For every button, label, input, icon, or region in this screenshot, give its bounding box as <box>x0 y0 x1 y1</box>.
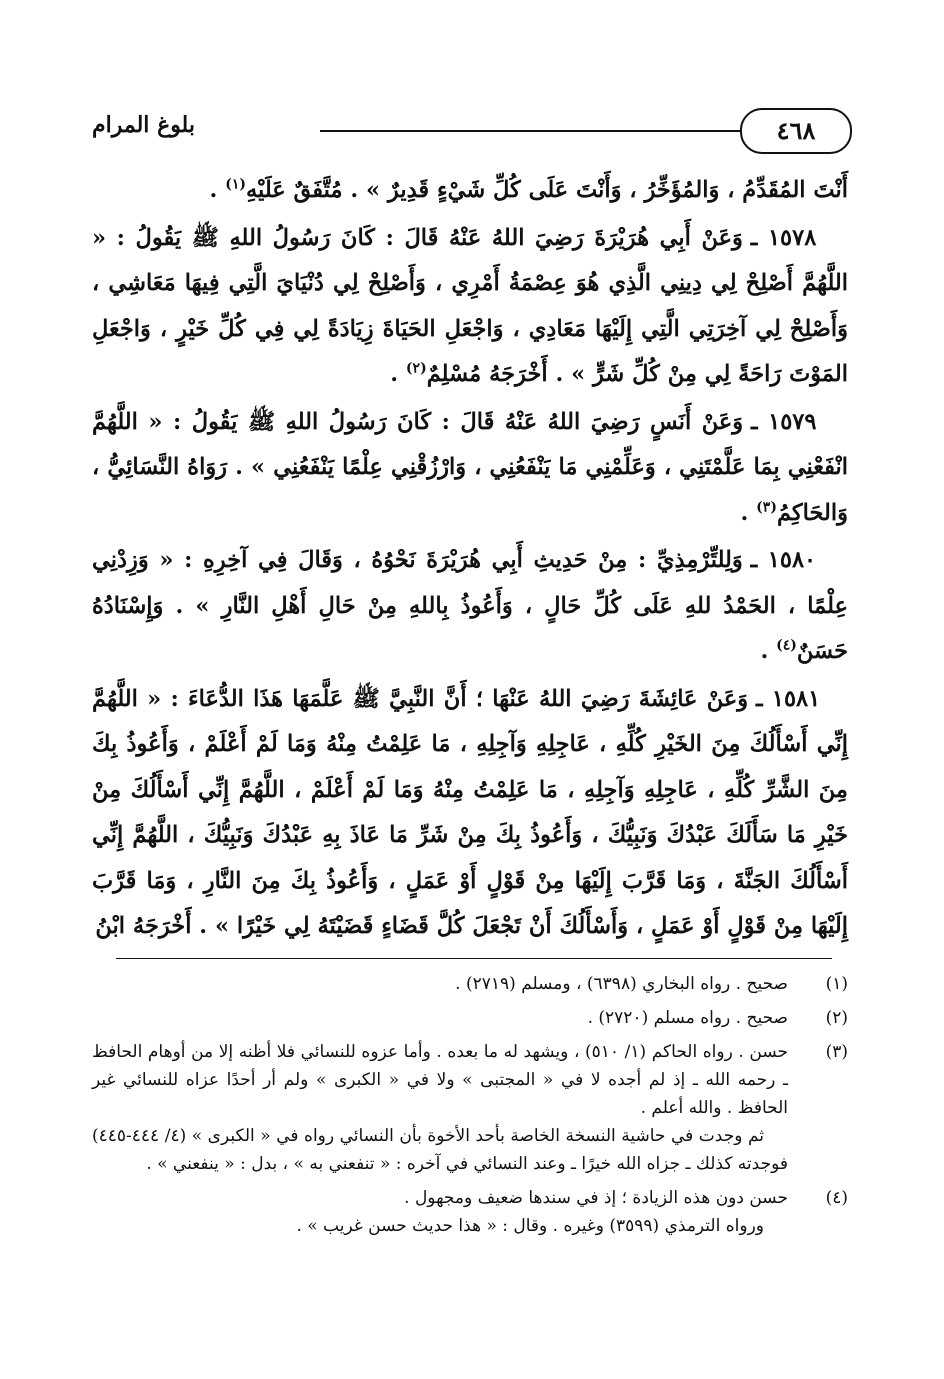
hadith-number: ١٥٨١ <box>771 685 821 712</box>
hadith-tail: . <box>390 361 406 387</box>
footnote-mark: (٣) <box>756 499 777 515</box>
hadith-paragraph <box>92 216 848 398</box>
footnote-number: (٤) <box>825 1188 848 1208</box>
footnote-mark: (٤) <box>776 637 797 654</box>
hadith-paragraph <box>92 400 848 537</box>
footnote-text: صحيح . رواه البخاري (٦٣٩٨) ، ومسلم (٢٧١٩) . <box>455 974 788 994</box>
page-number: ٤٦٨ <box>740 108 852 154</box>
footnote-mark: (١) <box>225 176 246 193</box>
hadith-number: ١٥٧٨ <box>767 224 817 251</box>
hadith-body: ـ وَعَنْ أَنَسٍ رَضِيَ اللهُ عَنْهُ قَالَ : كَانَ رَسُولُ اللهِ ﷺ يَقُولُ : « اللَّهُمَّ انْفَعْنِي بِمَا عَلَّمْتَنِي ، وَعَلِّمْنِي مَا يَنْفَعُنِي ، وَارْزُقْنِي عِلْمًا يَنْفَعُنِي » . رَوَاهُ النَّسَائِيُّ ، وَالحَاكِمُ <box>92 408 848 526</box>
hadith-body: ـ وَعَنْ عَائِشَةَ رَضِيَ اللهُ عَنْهَا ؛ أَنَّ النَّبِيَّ ﷺ عَلَّمَهَا هَذَا الدُّعَاءَ : « اللَّهُمَّ إِنِّي أَسْأَلُكَ مِنَ الخَيْرِ كُلِّهِ ، عَاجِلِهِ وَآجِلِهِ ، مَا عَلِمْتُ مِنْهُ وَمَا لَمْ أَعْلَمْ ، وَأَعُوذُ بِكَ مِنَ الشَّرِّ كُلِّهِ ، عَاجِلِهِ وَآجِلِهِ ، مَا عَلِمْتُ مِنْهُ وَمَا لَمْ أَعْلَمْ ، اللَّهُمَّ إِنِّي أَسْأَلُكَ مِنْ خَيْرِ مَا سَأَلَكَ عَبْدُكَ وَنَبِيُّكَ ، وَأَعُوذُ بِكَ مِنْ شَرِّ مَا عَاذَ بِهِ عَبْدُكَ وَنَبِيُّكَ ، اللَّهُمَّ إِنِّي أَسْأَلُكَ الجَنَّةَ ، وَمَا قَرَّبَ إِلَيْهَا مِنْ قَوْلٍ أَوْ عَمَلٍ ، وَأَعُوذُ بِكَ مِنَ النَّارِ ، وَمَا قَرَّبَ إِلَيْهَا مِنْ قَوْلٍ أَوْ عَمَلٍ ، وَأَسْأَلُكَ أَنْ تَجْعَلَ كُلَّ قَضَاءٍ قَضَيْتَهُ لِي خَيْرًا » . أَخْرَجَهُ ابْنُ <box>92 685 848 939</box>
footnote-separator <box>116 958 832 959</box>
hadith-paragraph <box>92 538 848 675</box>
footnote-text: ثم وجدت في حاشية النسخة الخاصة بأحد الأخوة بأن النسائي رواه في « الكبرى » (٤/ ٤٤٤-٤٤٥) فوجدته كذلك ـ جزاه الله خيرًا ـ وعند النسائي في آخره : « تنفعني به » ، بدل : « ينفعني » . <box>92 1126 788 1174</box>
footnote-text: حسن دون هذه الزيادة ؛ إذ في سندها ضعيف ومجهول . <box>404 1188 788 1208</box>
hadith-body: ـ وَعَنْ أَبِي هُرَيْرَةَ رَضِيَ اللهُ عَنْهُ قَالَ : كَانَ رَسُولُ اللهِ ﷺ يَقُولُ : « اللَّهُمَّ أَصْلِحْ لِي دِينِي الَّذِي هُوَ عِصْمَةُ أَمْرِي ، وَأَصْلِحْ لِي دُنْيَايَ الَّتِي فِيهَا مَعَاشِي ، وَأَصْلِحْ لِي آخِرَتِي الَّتِي إِلَيْهَا مَعَادِي ، وَاجْعَلِ الحَيَاةَ زِيَادَةً لِي فِي كُلِّ خَيْرٍ ، وَاجْعَلِ المَوْتَ رَاحَةً لِي مِنْ كُلِّ شَرٍّ » . أَخْرَجَهُ مُسْلِمٌ <box>92 224 848 387</box>
hadith-text <box>92 168 848 952</box>
footnote <box>92 970 848 998</box>
hadith-paragraph <box>92 168 848 214</box>
footnote <box>92 1038 848 1178</box>
footnote-number: (١) <box>825 974 848 994</box>
footnote-text: حسن . رواه الحاكم (١/ ٥١٠) ، ويشهد له ما بعده . وأما عزوه للنسائي فلا أظنه إلا من أوهام الحافظ ـ رحمه الله ـ إذ لم أجده لا في « المجتبى » ولا في « الكبرى » ولم أر أحدًا عزاه للنسائي غير الحافظ . والله أعلم . <box>92 1042 789 1118</box>
footnote <box>92 1004 848 1032</box>
book-title: بلوغ المرام <box>92 112 195 138</box>
footnotes <box>92 970 848 1246</box>
hadith-tail: . <box>209 177 226 203</box>
hadith-number: ١٥٨٠ <box>767 547 817 573</box>
footnote-number: (٢) <box>825 1008 848 1028</box>
hadith-body: أَنْتَ المُقَدِّمُ ، وَالمُؤَخِّرُ ، وَأَنْتَ عَلَى كُلِّ شَيْءٍ قَدِيرٌ » . مُتَّفَقٌ عَلَيْهِ <box>245 177 848 203</box>
footnote <box>92 1184 848 1240</box>
hadith-body: ـ وَلِلتِّرْمِذِيِّ : مِنْ حَدِيثِ أَبِي هُرَيْرَةَ نَحْوُهُ ، وَقَالَ فِي آخِرِهِ : « وَزِدْنِي عِلْمًا ، الحَمْدُ للهِ عَلَى كُلِّ حَالٍ ، وَأَعُوذُ بِاللهِ مِنْ حَالِ أَهْلِ النَّارِ » . وَإِسْنَادُهُ حَسَنٌ <box>92 547 848 664</box>
footnote-text: صحيح . رواه مسلم (٢٧٢٠) . <box>587 1008 788 1028</box>
page-header <box>92 108 852 158</box>
hadith-tail: . <box>760 638 777 664</box>
hadith-number: ١٥٧٩ <box>768 408 817 435</box>
header-rule <box>320 130 740 132</box>
footnote-text: ورواه الترمذي (٣٥٩٩) وغيره . وقال : « هذا حديث حسن غريب » . <box>296 1216 764 1236</box>
hadith-tail: . <box>740 499 757 526</box>
hadith-paragraph <box>92 677 848 950</box>
footnote-number: (٣) <box>825 1042 848 1062</box>
footnote-mark: (٢) <box>405 360 427 377</box>
